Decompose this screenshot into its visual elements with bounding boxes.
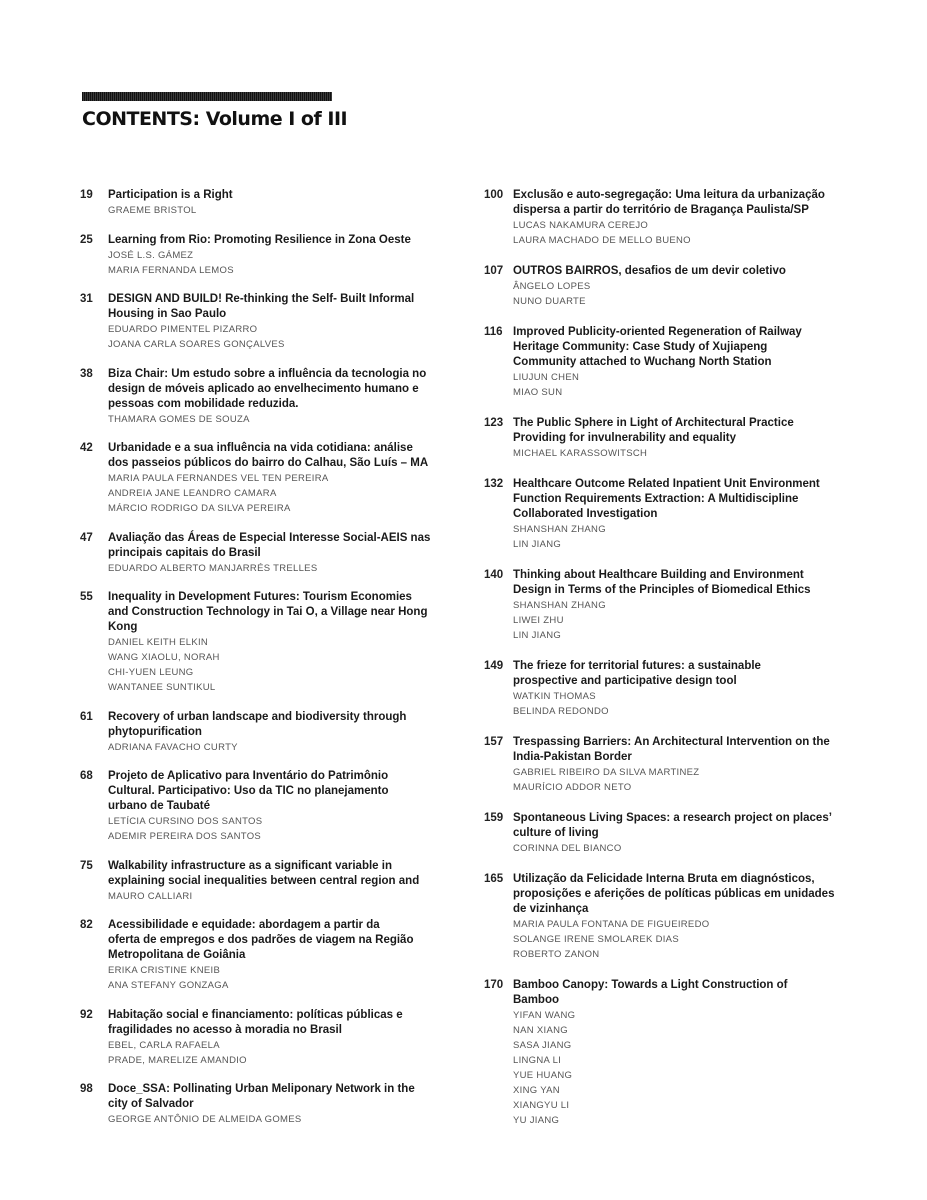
toc-entry[interactable] xyxy=(484,568,859,643)
toc-entry[interactable] xyxy=(484,416,859,461)
toc-entry[interactable] xyxy=(80,1008,460,1068)
toc-entry[interactable] xyxy=(484,659,859,719)
entry-author: GABRIEL RIBEIRO DA SILVA MARTINEZ xyxy=(513,767,700,778)
page-number: 75 xyxy=(80,859,93,872)
entry-body xyxy=(108,367,460,427)
page-number: 123 xyxy=(484,417,504,429)
entry-author: DANIEL KEITH ELKIN xyxy=(108,637,209,648)
entry-title-line: principais capitais do Brasil xyxy=(108,546,261,559)
entry-author: PRADE, MARELIZE AMANDIO xyxy=(108,1054,247,1066)
entry-author: LAURA MACHADO DE MELLO BUENO xyxy=(513,235,691,246)
entry-author: WANTANEE SUNTIKUL xyxy=(108,682,216,693)
entry-title-line: dispersa a partir do território de Bragança Paulista/SP xyxy=(513,204,809,216)
entry-title-line: de vizinhança xyxy=(513,903,589,915)
page-number: 92 xyxy=(80,1008,93,1021)
entry-title-line: Housing in Sao Paulo xyxy=(108,308,227,320)
entry-title-line: Habitação social e financiamento: políticas públicas e xyxy=(108,1008,403,1021)
entry-author: ANA STEFANY GONZAGA xyxy=(108,980,229,991)
entry-author: GEORGE ANTÔNIO DE ALMEIDA GOMES xyxy=(108,1114,302,1125)
entry-body xyxy=(108,1082,460,1127)
entry-title-line: Exclusão e auto-segregação: Uma leitura da urbanização xyxy=(513,189,825,201)
page-number: 42 xyxy=(80,442,93,454)
entry-title-line: Heritage Community: Case Study of Xujiapeng xyxy=(513,341,768,353)
entry-author: EBEL, CARLA RAFAELA xyxy=(108,1039,220,1051)
entry-author: ADRIANA FAVACHO CURTY xyxy=(108,741,238,753)
entry-body xyxy=(513,188,859,248)
entry-body xyxy=(108,233,460,278)
entry-title-line: urbano de Taubaté xyxy=(108,800,211,812)
toc-entry[interactable] xyxy=(80,1082,460,1127)
page-number: 107 xyxy=(484,265,504,277)
entry-title-line: Doce_SSA: Pollinating Urban Meliponary Network in the xyxy=(108,1083,415,1095)
entry-title-line: The frieze for territorial futures: a sustainable xyxy=(513,660,761,672)
entry-author: CHI-YUEN LEUNG xyxy=(108,667,194,678)
entry-author: ADEMIR PEREIRA DOS SANTOS xyxy=(108,831,262,842)
entry-title-line: Avaliação das Áreas de Especial Interesse Social-AEIS nas xyxy=(108,531,431,544)
entry-author: LIUJUN CHEN xyxy=(513,372,580,383)
entry-title-line: pessoas com mobilidade reduzida. xyxy=(108,397,299,410)
toc-entry[interactable] xyxy=(80,188,460,218)
page-number: 82 xyxy=(80,919,93,931)
page-number: 116 xyxy=(484,326,503,338)
entry-title-line: design de móveis aplicado ao envelhecimento humano e xyxy=(108,382,419,395)
entry-title-line: Projeto de Aplicativo para Inventário do Patrimônio xyxy=(108,770,389,782)
page-number: 159 xyxy=(484,812,504,824)
entry-title-line: Design in Terms of the Principles of Biomedical Ethics xyxy=(513,584,811,596)
entry-body xyxy=(513,978,859,1128)
page-number: 157 xyxy=(484,736,504,748)
entry-title-line: Kong xyxy=(108,621,138,633)
entry-author: SOLANGE IRENE SMOLAREK DIAS xyxy=(513,934,679,945)
entry-author: NUNO DUARTE xyxy=(513,296,586,307)
page-number: 165 xyxy=(484,873,504,885)
page-number: 25 xyxy=(80,233,93,246)
toc-entry[interactable] xyxy=(80,531,460,576)
entry-title-line: OUTROS BAIRROS, desafios de um devir coletivo xyxy=(513,265,786,277)
contents-column-left xyxy=(80,188,460,1142)
entry-body xyxy=(513,416,859,461)
entry-author: LIN JIANG xyxy=(513,539,562,550)
entry-author: XIANGYU LI xyxy=(513,1100,570,1111)
entry-title-line: India-Pakistan Border xyxy=(513,751,632,763)
entry-title-line: oferta de empregos e dos padrões de viagem na Região xyxy=(108,934,414,946)
entry-title-line: Learning from Rio: Promoting Resilience in Zona Oeste xyxy=(108,233,411,246)
page-number: 132 xyxy=(484,478,504,490)
entry-title-line: prospective and participative design tool xyxy=(513,675,737,687)
entry-title-line: DESIGN AND BUILD! Re-thinking the Self- Built Informal xyxy=(108,293,415,305)
entry-author: MAURÍCIO ADDOR NETO xyxy=(513,782,632,793)
entry-title-line: Bamboo Canopy: Towards a Light Construction of xyxy=(513,979,788,991)
entry-author: ERIKA CRISTINE KNEIB xyxy=(108,965,221,976)
page-number: 140 xyxy=(484,569,504,581)
entry-author: YUE HUANG xyxy=(513,1070,573,1081)
page-number: 47 xyxy=(80,531,93,544)
entry-body xyxy=(108,292,460,352)
entry-author: MARIA PAULA FERNANDES VEL TEN PEREIRA xyxy=(108,473,329,484)
entry-body xyxy=(513,811,859,856)
entry-author: ROBERTO ZANON xyxy=(513,949,600,960)
entry-author: BELINDA REDONDO xyxy=(513,706,609,717)
entry-author: MARIA FERNANDA LEMOS xyxy=(108,264,234,276)
entry-author: ANDREIA JANE LEANDRO CAMARA xyxy=(108,488,277,499)
entry-author: SHANSHAN ZHANG xyxy=(513,524,606,535)
entry-title-line: Utilização da Felicidade Interna Bruta em diagnósticos, xyxy=(513,873,815,885)
entry-author: JOANA CARLA SOARES GONÇALVES xyxy=(108,339,285,350)
header-rule xyxy=(82,92,332,101)
entry-title-line: Improved Publicity-oriented Regeneration of Railway xyxy=(513,326,802,338)
page-title: CONTENTS: Volume I of III xyxy=(82,108,348,130)
entry-author: ÂNGELO LOPES xyxy=(513,281,591,292)
entry-author: YIFAN WANG xyxy=(513,1010,576,1021)
page-number: 98 xyxy=(80,1083,93,1095)
toc-entry[interactable] xyxy=(484,264,859,309)
entry-body xyxy=(513,477,859,552)
entry-body xyxy=(108,590,460,695)
entry-author: LIN JIANG xyxy=(513,630,562,641)
entry-author: MIAO SUN xyxy=(513,387,563,398)
toc-entry[interactable] xyxy=(484,477,859,552)
entry-author: WATKIN THOMAS xyxy=(513,691,596,702)
entry-title-line: Healthcare Outcome Related Inpatient Unit Environment xyxy=(513,478,820,490)
entry-author: SASA JIANG xyxy=(513,1040,572,1051)
entry-title-line: culture of living xyxy=(513,827,599,839)
entry-title-line: Trespassing Barriers: An Architectural Intervention on the xyxy=(513,736,830,748)
entry-author: SHANSHAN ZHANG xyxy=(513,600,606,611)
entry-body xyxy=(108,1008,460,1068)
toc-entry[interactable] xyxy=(484,188,859,248)
entry-title-line: Bamboo xyxy=(513,994,559,1006)
entry-title-line: city of Salvador xyxy=(108,1098,194,1110)
entry-author: THAMARA GOMES DE SOUZA xyxy=(108,413,250,425)
entry-title-line: Metropolitana de Goiânia xyxy=(108,949,246,961)
page-number: 170 xyxy=(484,979,504,991)
page-number: 38 xyxy=(80,367,93,380)
entry-title-line: dos passeios públicos do bairro do Calhau, São Luís – MA xyxy=(108,457,429,469)
toc-entry[interactable] xyxy=(484,811,859,856)
entry-author: WANG XIAOLU, NORAH xyxy=(108,652,220,663)
entry-author: EDUARDO PIMENTEL PIZARRO xyxy=(108,324,258,335)
page-number: 149 xyxy=(484,660,504,672)
contents-column-right xyxy=(484,188,859,1144)
entry-author: MARIA PAULA FONTANA DE FIGUEIREDO xyxy=(513,919,710,930)
entry-title-line: Recovery of urban landscape and biodiversity through xyxy=(108,710,407,723)
entry-title-line: phytopurification xyxy=(108,725,202,738)
toc-entry[interactable] xyxy=(80,233,460,278)
entry-title-line: Spontaneous Living Spaces: a research project on places’ xyxy=(513,812,832,824)
entry-author: JOSÉ L.S. GÁMEZ xyxy=(108,249,194,261)
entry-title-line: The Public Sphere in Light of Architectural Practice xyxy=(513,417,794,429)
entry-body xyxy=(108,188,460,218)
toc-entry[interactable] xyxy=(484,325,859,400)
entry-body xyxy=(108,710,460,755)
entry-body xyxy=(513,872,859,962)
entry-author: MÁRCIO RODRIGO DA SILVA PEREIRA xyxy=(108,503,291,514)
page-number: 31 xyxy=(80,293,93,305)
entry-body xyxy=(513,325,859,400)
toc-entry[interactable] xyxy=(80,859,460,904)
entry-body xyxy=(108,918,460,993)
page-number: 55 xyxy=(80,591,93,603)
entry-body xyxy=(108,769,460,844)
entry-author: XING YAN xyxy=(513,1085,560,1096)
entry-body xyxy=(513,659,859,719)
entry-body xyxy=(108,531,460,576)
entry-body xyxy=(513,735,859,795)
entry-author: YU JIANG xyxy=(513,1115,560,1126)
entry-title-line: Cultural. Participativo: Uso da TIC no planejamento xyxy=(108,785,389,797)
toc-entry[interactable] xyxy=(80,769,460,844)
entry-author: NAN XIANG xyxy=(513,1025,568,1036)
toc-entry[interactable] xyxy=(80,441,460,516)
entry-title-line: Community attached to Wuchang North Station xyxy=(513,356,772,368)
toc-entry[interactable] xyxy=(80,918,460,993)
entry-body xyxy=(513,568,859,643)
entry-title-line: fragilidades no acesso à moradia no Brasil xyxy=(108,1023,342,1036)
entry-author: LUCAS NAKAMURA CEREJO xyxy=(513,220,649,231)
entry-title-line: Collaborated Investigation xyxy=(513,508,658,520)
entry-title-line: explaining social inequalities between central region and xyxy=(108,874,420,887)
entry-author: MAURO CALLIARI xyxy=(108,890,193,902)
toc-entry[interactable] xyxy=(80,590,460,695)
page-number: 61 xyxy=(80,710,93,723)
page-number: 19 xyxy=(80,189,93,201)
entry-title-line: Walkability infrastructure as a significant variable in xyxy=(108,859,392,872)
entry-author: LINGNA LI xyxy=(513,1055,562,1066)
toc-entry[interactable] xyxy=(484,978,859,1128)
entry-title-line: Inequality in Development Futures: Tourism Economies xyxy=(108,591,412,603)
toc-entry[interactable] xyxy=(80,367,460,427)
page-number: 100 xyxy=(484,189,504,201)
entry-author: LETÍCIA CURSINO DOS SANTOS xyxy=(108,816,263,827)
entry-title-line: Acessibilidade e equidade: abordagem a partir da xyxy=(108,919,380,931)
entry-body xyxy=(513,264,859,309)
toc-entry[interactable] xyxy=(484,735,859,795)
entry-author: MICHAEL KARASSOWITSCH xyxy=(513,448,648,459)
entry-title-line: proposições e aferições de políticas públicas em unidades xyxy=(513,888,835,900)
entry-author: LIWEI ZHU xyxy=(513,615,564,626)
toc-entry[interactable] xyxy=(80,292,460,352)
entry-title-line: Providing for invulnerability and equality xyxy=(513,432,737,444)
entry-title-line: Function Requirements Extraction: A Multidiscipline xyxy=(513,493,799,505)
entry-author: EDUARDO ALBERTO MANJARRÉS TRELLES xyxy=(108,562,318,574)
entry-title-line: Urbanidade e a sua influência na vida cotidiana: análise xyxy=(108,442,413,454)
entry-title-line: and Construction Technology in Tai O, a Village near Hong xyxy=(108,606,428,618)
entry-author: GRAEME BRISTOL xyxy=(108,205,197,216)
toc-entry[interactable] xyxy=(80,710,460,755)
entry-title-line: Participation is a Right xyxy=(108,189,233,201)
entry-title-line: Thinking about Healthcare Building and Environment xyxy=(513,569,804,581)
page-number: 68 xyxy=(80,770,93,782)
entry-body xyxy=(108,859,460,904)
entry-author: CORINNA DEL BIANCO xyxy=(513,843,622,854)
toc-entry[interactable] xyxy=(484,872,859,962)
entry-title-line: Biza Chair: Um estudo sobre a influência da tecnologia no xyxy=(108,367,427,380)
entry-body xyxy=(108,441,460,516)
